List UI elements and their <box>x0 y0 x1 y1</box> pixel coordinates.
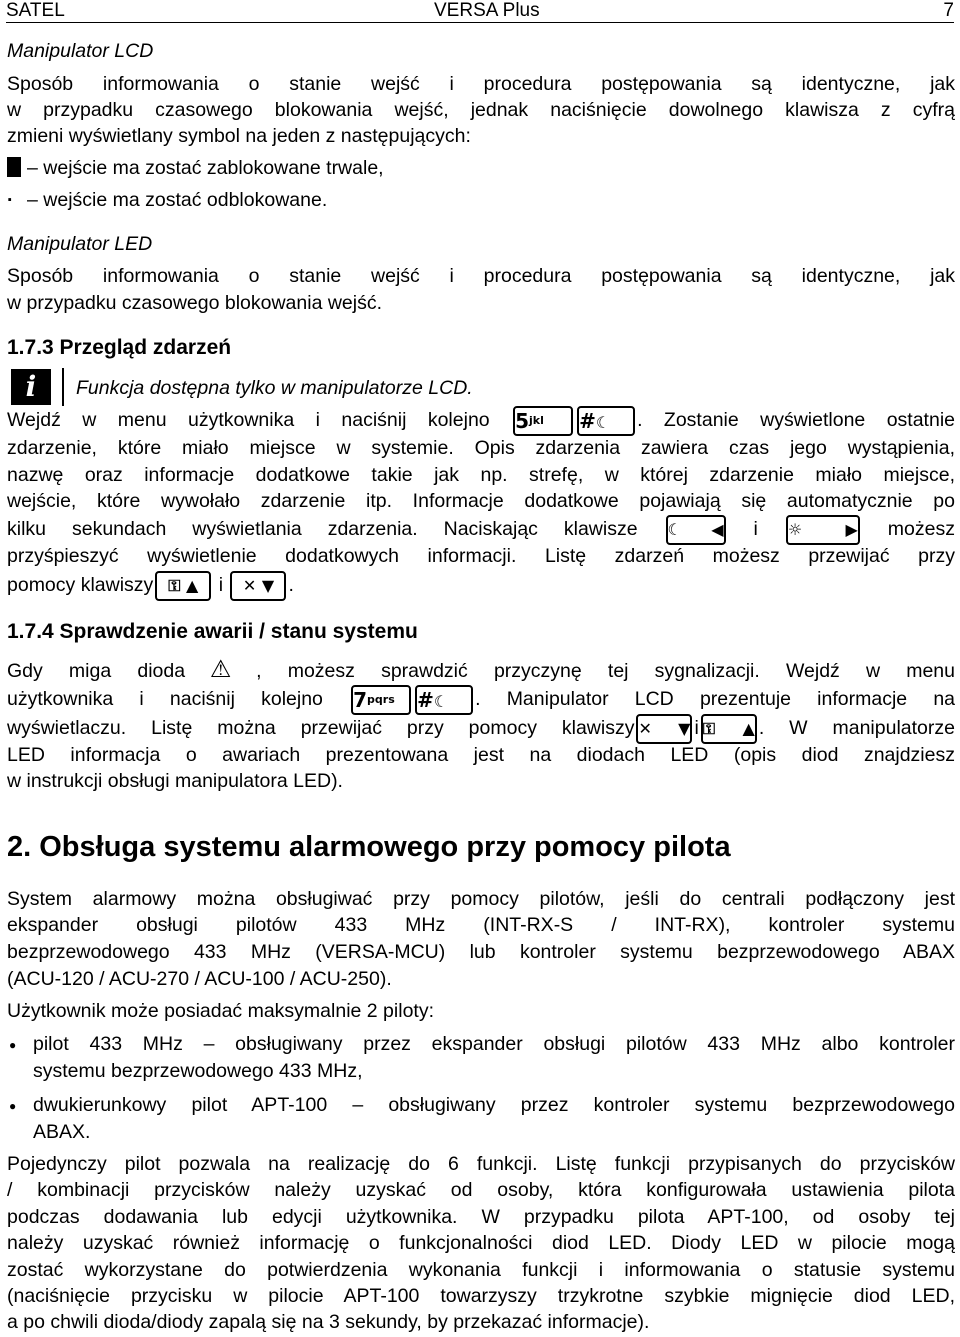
key-hash-icon <box>577 406 635 436</box>
lcd-paragraph-line: w przypadku czasowego blokowania wejść, jednak naciśnięcie dowolnego klawisza z cyfrą <box>7 99 955 121</box>
header-brand: SATEL <box>6 0 65 21</box>
s173-text: i <box>218 574 224 597</box>
s173-text: . <box>288 574 294 597</box>
info-icon: i <box>11 369 51 405</box>
s173-line: przyśpieszyć wyświetlenie dodatkowych informacji. Listę zdarzeń możesz przewijać przy <box>7 545 955 567</box>
led-paragraph-line: w przypadku czasowego blokowania wejść. <box>7 292 383 314</box>
s2-line: należy uzyskać również informację o funkcjonalności diod LED. Diody LED w pilocie mogą <box>7 1232 955 1254</box>
note-text: Funkcja dostępna tylko w manipulatorze LCD. <box>76 377 473 399</box>
s174-text: . W manipulatorze <box>758 717 955 740</box>
s174-text: . Manipulator LCD prezentuje informacje na <box>475 688 956 711</box>
s173-line: zdarzenie, które miało miejsce w systemie. Opis zdarzenia zawiera czas jego wystąpienia, <box>7 437 955 459</box>
lcd-paragraph-line: Sposób informowania o stanie wejść i procedura postępowania są identyczne, jak <box>7 73 955 95</box>
right-arrow-icon: ▶ <box>845 520 858 539</box>
key-7-icon <box>351 685 411 715</box>
key-glyph: ⚿ <box>168 576 181 595</box>
x-down-key-icon <box>230 571 286 601</box>
down-arrow-icon: ▼ <box>261 576 275 595</box>
key-hash-glyph: # <box>417 688 434 712</box>
lcd-item-unblocked <box>7 187 955 215</box>
bullet-item-line: systemu bezprzewodowego 433 MHz, <box>33 1060 363 1082</box>
s174-line: w instrukcji obsługi manipulatora LED). <box>7 770 343 792</box>
s173-text: . Zostanie wyświetlone ostatnie <box>637 409 955 432</box>
s174-line <box>7 656 955 686</box>
up-arrow-icon: ▲ <box>742 719 755 738</box>
bullet-item-line: pilot 433 MHz – obsługiwany przez ekspander obsługi pilotów 433 MHz albo kontroler <box>33 1033 955 1055</box>
s173-text: możesz <box>887 518 955 541</box>
s2-line: (ACU-120 / ACU-270 / ACU-100 / ACU-250). <box>7 968 392 990</box>
section-heading-1-7-4: 1.7.4 Sprawdzenie awarii / stanu systemu <box>7 620 418 643</box>
x-mark-glyph: ✕ <box>638 719 652 738</box>
key-letters: jkl <box>529 414 544 427</box>
s173-text: kilku sekundach wyświetlania zdarzenia. Naciskając klawisze <box>7 518 638 541</box>
lcd-paragraph-line: zmieni wyświetlany symbol na jeden z następujących: <box>7 125 471 147</box>
warning-led-icon: ⚠ <box>189 656 253 683</box>
key-moon-glyph: ☾ <box>433 692 449 711</box>
s2-line: Użytkownik może posiadać maksymalnie 2 piloty: <box>7 1000 435 1022</box>
key-hash-icon <box>415 685 473 715</box>
s173-line: nazwę oraz informacje dodatkowe takie jak np. strefę, w której zdarzenie miało miejsce, <box>7 464 955 486</box>
s174-line: LED informacja o awariach prezentowana jest na diodach LED (opis diod znajdziesz <box>7 744 955 766</box>
bullet-icon: ● <box>9 1038 17 1052</box>
down-arrow-icon: ▼ <box>678 719 691 738</box>
s2-line: / kombinacji przycisków należy uzyskać od osoby, która konfigurowała ustawienia pilota <box>7 1179 955 1201</box>
key-hash-glyph: # <box>579 409 596 433</box>
s2-line: bezprzewodowego 433 MHz (VERSA-MCU) lub kontroler systemu bezprzewodowego ABAX <box>7 941 955 963</box>
page-header <box>6 0 954 24</box>
key-up-key-icon <box>155 571 211 601</box>
s2-line: System alarmowy można obsługiwać przy pomocy pilotów, jeśli do centrali podłączony jest <box>7 888 955 910</box>
s174-text: użytkownika i naciśnij kolejno <box>7 688 323 711</box>
s2-line: Pojedynczy pilot pozwala na realizację do 6 funkcji. Listę funkcji przypisanych do przycisków <box>7 1153 955 1175</box>
key-moon-glyph: ☾ <box>667 520 682 539</box>
s2-line: a po chwili dioda/diody zapalą się na 3 sekundy, by przekazać informacje). <box>7 1311 650 1333</box>
up-arrow-icon: ▲ <box>186 576 199 595</box>
left-arrow-icon: ◀ <box>711 520 724 539</box>
key-glyph: ⚿ <box>702 719 715 738</box>
s173-text: i <box>753 518 758 541</box>
s2-line: (naciśnięcie przycisku w pilocie APT-100 towarzyszy trzykrotne szybkie mignięcie diod LED, <box>7 1285 955 1307</box>
s174-text: wyświetlaczu. Listę można przewijać przy pomocy klawiszy <box>7 717 635 740</box>
lcd-item-text: – wejście ma zostać odblokowane. <box>27 189 328 211</box>
key-sun-glyph: ☼ <box>787 520 803 539</box>
led-subheading: Manipulator LED <box>7 233 153 255</box>
s174-text: Gdy miga dioda <box>7 660 186 682</box>
key-moon-glyph: ☾ <box>595 413 611 432</box>
bullet-item-line: ABAX. <box>33 1121 91 1143</box>
s173-line <box>7 571 955 601</box>
s173-text: Wejdź w menu użytkownika i naciśnij kolejno <box>7 409 490 432</box>
dot-symbol-icon: · <box>7 189 14 211</box>
chapter-heading-2: 2. Obsługa systemu alarmowego przy pomocy pilota <box>7 831 731 863</box>
s174-text: , możesz sprawdzić przyczynę tej sygnalizacji. Wejdź w menu <box>256 660 955 682</box>
block-symbol-icon <box>7 157 21 177</box>
header-product: VERSA Plus <box>434 0 540 21</box>
s173-line <box>7 515 955 545</box>
x-mark-glyph: ✕ <box>242 576 257 595</box>
header-rule <box>6 22 954 23</box>
key-digit: 5 <box>515 409 529 433</box>
x-down-key-icon <box>636 714 692 744</box>
s2-line: podczas dodawania lub edycji użytkownika. W przypadku pilota APT-100, od osoby tej <box>7 1206 955 1228</box>
lcd-item-text: – wejście ma zostać zablokowane trwale, <box>27 157 384 179</box>
sun-right-key-icon <box>786 515 860 545</box>
key-letters: pqrs <box>367 693 395 706</box>
key-5-icon <box>513 406 573 436</box>
s173-line <box>7 406 955 436</box>
s2-line: ekspander obsługi pilotów 433 MHz (INT-RX-S / INT-RX), kontroler systemu <box>7 914 955 936</box>
s173-line: wejście, które wywołało zdarzenie itp. Informacje dodatkowe pojawiają się automatycznie po <box>7 490 955 512</box>
moon-left-key-icon <box>666 515 726 545</box>
s174-line <box>7 714 955 744</box>
section-heading-1-7-3: 1.7.3 Przegląd zdarzeń <box>7 336 232 359</box>
s2-line: zostać wykorzystane do potwierdzenia wykonania funkcji i informowania o statusie systemu <box>7 1259 955 1281</box>
lcd-item-blocked <box>7 155 955 183</box>
header-page-number: 7 <box>943 0 954 21</box>
s174-text: i <box>694 717 699 740</box>
bullet-icon: ● <box>9 1099 17 1113</box>
bullet-item-line: dwukierunkowy pilot APT-100 – obsługiwany przez kontroler systemu bezprzewodowego <box>33 1094 955 1116</box>
s173-text: pomocy klawiszy <box>7 574 154 597</box>
led-paragraph-line: Sposób informowania o stanie wejść i procedura postępowania są identyczne, jak <box>7 265 955 287</box>
key-digit: 7 <box>353 688 368 712</box>
note-divider <box>62 368 64 406</box>
s174-line <box>7 685 955 715</box>
lcd-subheading: Manipulator LCD <box>7 40 154 62</box>
key-up-key-icon <box>701 714 757 744</box>
